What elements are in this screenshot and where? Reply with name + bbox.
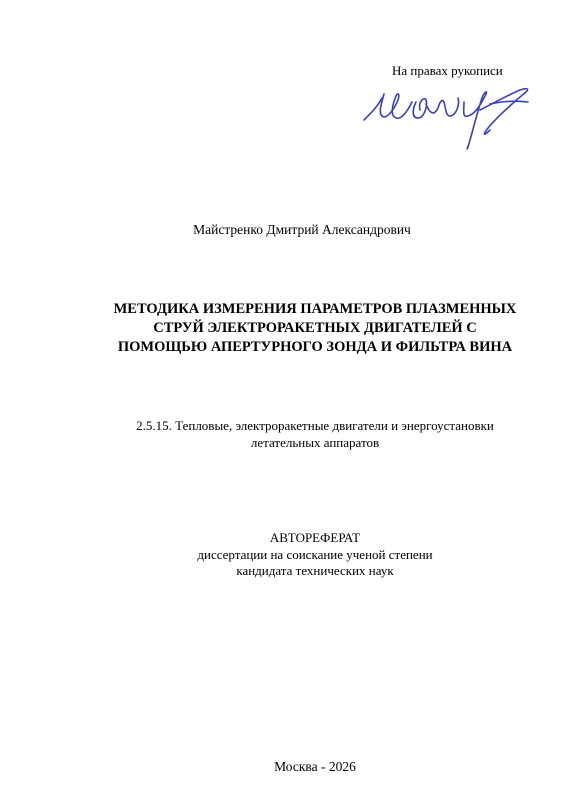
abstract-line: кандидата технических наук (236, 563, 394, 578)
abstract-block (60, 530, 570, 580)
dissertation-title (60, 300, 570, 357)
title-line: СТРУЙ ЭЛЕКТРОРАКЕТНЫХ ДВИГАТЕЛЕЙ С (153, 320, 477, 336)
author-name: Майстренко Дмитрий Александрович (193, 222, 411, 237)
city-year: Москва - 2026 (274, 759, 356, 774)
signature-image (360, 80, 540, 160)
title-line: МЕТОДИКА ИЗМЕРЕНИЯ ПАРАМЕТРОВ ПЛАЗМЕННЫХ (113, 301, 517, 317)
specialty-line: летательных аппаратов (250, 435, 380, 450)
specialty-line: 2.5.15. Тепловые, электроракетные двигатели и энергоустановки (136, 418, 494, 433)
specialty-code (60, 417, 570, 451)
rights-note: На правах рукописи (392, 63, 503, 78)
title-line: ПОМОЩЬЮ АПЕРТУРНОГО ЗОНДА И ФИЛЬТРА ВИНА (117, 339, 513, 355)
abstract-line: диссертации на соискание ученой степени (197, 546, 433, 562)
abstract-heading: АВТОРЕФЕРАТ (269, 530, 361, 545)
